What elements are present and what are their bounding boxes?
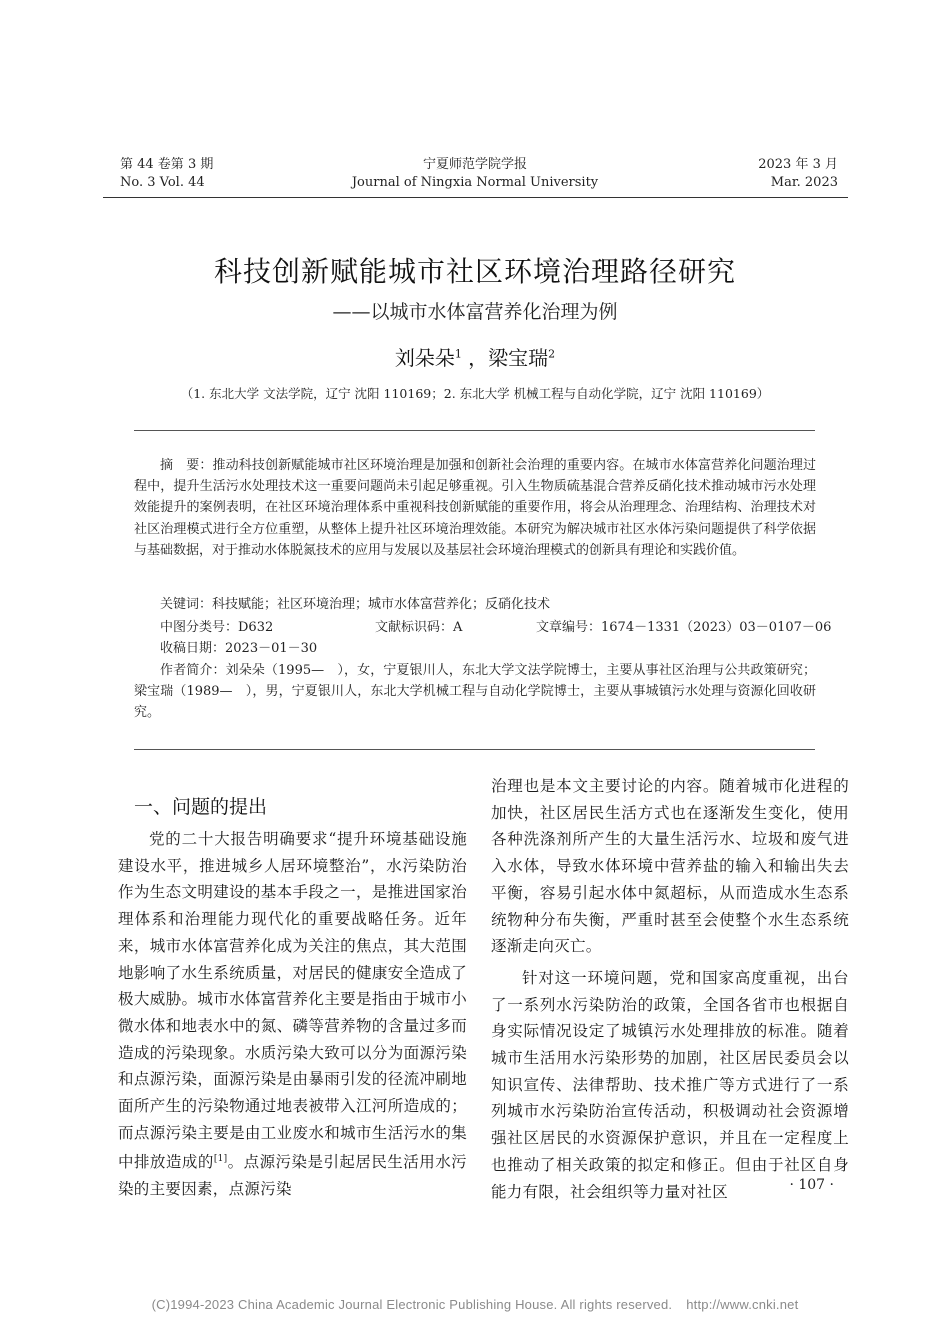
header-date (758, 156, 838, 192)
document-code: 文献标识码：A (375, 620, 463, 635)
header-journal-name (320, 156, 630, 192)
clc-number: 中图分类号：D632 (160, 620, 274, 635)
author-list (100, 342, 850, 371)
article-number: 文章编号：1674－1331（2023）03－0107－06 (536, 620, 832, 635)
header-volume-issue (120, 156, 213, 192)
header-journal-en: Journal of Ningxia Normal University (351, 175, 599, 190)
received-date: 收稿日期：2023－01－30 (160, 641, 318, 656)
article-subtitle: ——以城市水体富营养化治理为例 (332, 301, 618, 323)
paragraph: 治理也是本文主要讨论的内容。随着城市化进程的加快，社区居民生活方式也在逐渐发生变化，使用各种洗涤剂所产生的大量生活污水、垃圾和废气进入水体，导致水体环境中营养盐的输入和输出失去平衡，容易引起水体中氮超标，从而造成水生态系统物种分布失衡，严重时甚至会使整个水生态系统逐渐走向灭亡。 (491, 777, 849, 956)
paragraph-text: 党的二十大报告明确要求“提升环境基础设施建设水平，推进城乡人居环境整治”，水污染防治作为生态文明建设的基本手段之一，是推进国家治理体系和治理能力现代化的重要战略任务。近年来，城市水体富营养化成为关注的焦点，其大范围地影响了水生系统质量，对居民的健康安全造成了极大威胁。城市水体富营养化主要是指由于城市小微水体和地表水中的氮、磷等营养物的含量过多而造成的污染现象。水质污染大致可以分为面源污染和点源污染，面源污染是由暴雨引发的径流冲刷地面所产生的污染物通过地表被带入江河所造成的；而点源污染主要是由工业废水和城市生活污水的集中排放造成的 (118, 830, 467, 1172)
header-date-cn: 2023 年 3 月 (758, 157, 838, 172)
abstract (134, 455, 816, 561)
abstract-bottom-divider (134, 749, 815, 750)
footer-url: http://www.cnki.net (686, 1297, 799, 1312)
affiliations: （1. 东北大学 文法学院，辽宁 沈阳 110169；2. 东北大学 机械工程与自动化学院，辽宁 沈阳 110169） (180, 386, 770, 401)
header-journal-cn: 宁夏师范学院学报 (422, 157, 527, 172)
body-column-right (491, 773, 849, 1205)
page-number: · 107 · (789, 1177, 834, 1193)
article-title: 科技创新赋能城市社区环境治理路径研究 (213, 255, 736, 288)
author-name: 刘朵朵 (394, 346, 455, 370)
header-date-en: Mar. 2023 (770, 175, 838, 190)
header-issue-cn: 第 44 卷第 3 期 (120, 157, 214, 172)
keywords: 关键词：科技赋能；社区环境治理；城市水体富营养化；反硝化技术 (160, 597, 551, 612)
abstract-text: 推动科技创新赋能城市社区环境治理是加强和创新社会治理的重要内容。在城市水体富营养化问题治理过程中，提升生活污水处理技术这一重要问题尚未引起足够重视。引入生物质硫基混合营养反硝化技术推动城市污水处理效能提升的案例表明，在社区环境治理体系中重视科技创新赋能的重要作用，将会从治理理念、治理结构、治理技术对社区治理模式进行全方位重塑，从整体上提升社区环境治理效能。本研究为解决城市社区水体污染问题提供了科学依据与基础数据，对于推动水体脱氮技术的应用与发展以及基层社会环境治理模式的创新具有理论和实践价值。 (134, 458, 816, 558)
author-bio: 作者简介：刘朵朵（1995— ），女，宁夏银川人，东北大学文法学院博士，主要从事社区治理与公共政策研究；梁宝瑞（1989— ），男，宁夏银川人，东北大学机械工程与自动化学院博士，主要从事城镇污水处理与资源化回收研究。 (134, 663, 816, 721)
author-affil-mark: 1 (454, 347, 462, 361)
author-separator: ， (461, 346, 489, 370)
body-column-left (118, 826, 467, 1203)
author-affil-mark: 2 (548, 347, 556, 361)
author-name: 梁宝瑞 (488, 346, 549, 370)
citation-marker: [1] (213, 1154, 228, 1165)
abstract-label: 摘 要： (160, 458, 213, 473)
header-divider (103, 197, 848, 198)
header-issue-en: No. 3 Vol. 44 (120, 175, 205, 190)
paragraph: 针对这一环境问题，党和国家高度重视，出台了一系列水污染防治的政策，全国各省市也根据自身实际情况设定了城镇污水处理排放的标准。随着城市生活用水污染形势的加剧，社区居民委员会以知识宣传、法律帮助、技术推广等方式进行了一系列城市水污染防治宣传活动，积极调动社会资源增强社区居民的水资源保护意识，并且在一定程度上也推动了相关政策的拟定和修正。但由于社区自身能力有限，社会组织等力量对社区 (491, 968, 849, 1201)
copyright-footer (0, 1297, 950, 1312)
paragraph (118, 826, 467, 1203)
abstract-top-divider (134, 430, 815, 431)
paragraph-text: 。点源污染是引起居民生活用水污染的主要因素，点源污染 (118, 1153, 467, 1199)
copyright-text: (C)1994-2023 China Academic Journal Electronic Publishing House. All rights reserved. (151, 1297, 673, 1312)
section-heading: 一、问题的提出 (134, 796, 268, 818)
